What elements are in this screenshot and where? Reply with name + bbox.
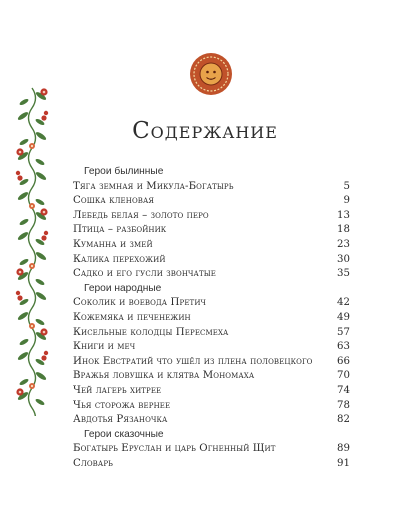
entry-title: Калика перехожий bbox=[73, 253, 166, 265]
entry-title: Садко и его гусли звончатые bbox=[73, 268, 216, 280]
toc-entry[interactable] bbox=[73, 180, 350, 195]
toc-entry[interactable] bbox=[73, 442, 350, 457]
entry-page: 63 bbox=[337, 341, 350, 353]
sun-face-emblem-icon bbox=[189, 52, 233, 96]
entry-page: 23 bbox=[337, 238, 350, 250]
toc-section bbox=[73, 282, 350, 428]
section-title: Герои народные bbox=[84, 282, 162, 294]
entry-title: Соколик и воевода Претич bbox=[73, 297, 207, 309]
toc-entry[interactable] bbox=[73, 457, 350, 472]
toc-entry[interactable] bbox=[73, 340, 350, 355]
entry-title: Птица – разбойник bbox=[73, 224, 167, 236]
entry-page: 18 bbox=[337, 224, 350, 236]
toc-entry[interactable] bbox=[73, 296, 350, 311]
entry-title: Куманна и змей bbox=[73, 238, 153, 250]
entry-page: 74 bbox=[337, 384, 350, 396]
section-title: Герои былинные bbox=[84, 166, 164, 177]
toc-entry[interactable] bbox=[73, 311, 350, 326]
entry-page: 30 bbox=[337, 253, 350, 265]
entry-title: Сошка кленовая bbox=[73, 195, 155, 207]
toc-entry[interactable] bbox=[73, 209, 350, 224]
entry-title: Кожемяка и печенежин bbox=[73, 311, 191, 323]
entry-title: Чей лагерь хитрее bbox=[73, 384, 162, 396]
entry-title: Чья сторожа вернее bbox=[73, 399, 171, 411]
entry-page: 91 bbox=[337, 457, 350, 469]
entry-page: 57 bbox=[337, 326, 350, 338]
toc-entry[interactable] bbox=[73, 369, 350, 384]
entry-page: 70 bbox=[337, 370, 350, 382]
entry-page: 82 bbox=[337, 414, 350, 426]
entry-title: Авдотья Рязаночка bbox=[73, 414, 168, 426]
entry-title: Богатырь Еруслан и царь Огненный Щит bbox=[73, 443, 276, 455]
entry-page: 78 bbox=[337, 399, 350, 411]
entry-page: 89 bbox=[337, 443, 350, 455]
entry-title: Вражья ловушка и клятва Мономаха bbox=[73, 370, 255, 382]
toc-entry[interactable] bbox=[73, 194, 350, 209]
entry-page: 49 bbox=[337, 311, 350, 323]
toc-entry[interactable] bbox=[73, 384, 350, 399]
toc-entry[interactable] bbox=[73, 355, 350, 370]
toc-entry[interactable] bbox=[73, 413, 350, 428]
toc-entry[interactable] bbox=[73, 399, 350, 414]
entry-title: Тяга земная и Микула-Богатырь bbox=[73, 180, 234, 192]
toc-entry[interactable] bbox=[73, 253, 350, 268]
toc-section bbox=[73, 165, 350, 282]
entry-page: 5 bbox=[343, 180, 350, 192]
toc-entry[interactable] bbox=[73, 267, 350, 282]
entry-title: Инок Евстратий что ушёл из плена половецкого bbox=[73, 355, 313, 367]
entry-page: 35 bbox=[337, 268, 350, 280]
toc-section bbox=[73, 428, 350, 472]
toc-entry[interactable] bbox=[73, 326, 350, 341]
section-title: Герои сказочные bbox=[84, 428, 164, 440]
page-title: Содержание bbox=[132, 118, 278, 144]
toc-entry[interactable] bbox=[73, 238, 350, 253]
entry-title: Словарь bbox=[73, 457, 113, 469]
entry-page: 42 bbox=[337, 297, 350, 309]
table-of-contents bbox=[73, 165, 350, 471]
entry-title: Книги и меч bbox=[73, 341, 136, 353]
entry-page: 66 bbox=[337, 355, 350, 367]
entry-title: Кисельные колодцы Пересмеха bbox=[73, 326, 229, 338]
entry-page: 13 bbox=[337, 209, 350, 221]
entry-title: Лебедь белая – золото перо bbox=[73, 209, 209, 221]
entry-page: 9 bbox=[343, 195, 350, 207]
toc-entry[interactable] bbox=[73, 223, 350, 238]
